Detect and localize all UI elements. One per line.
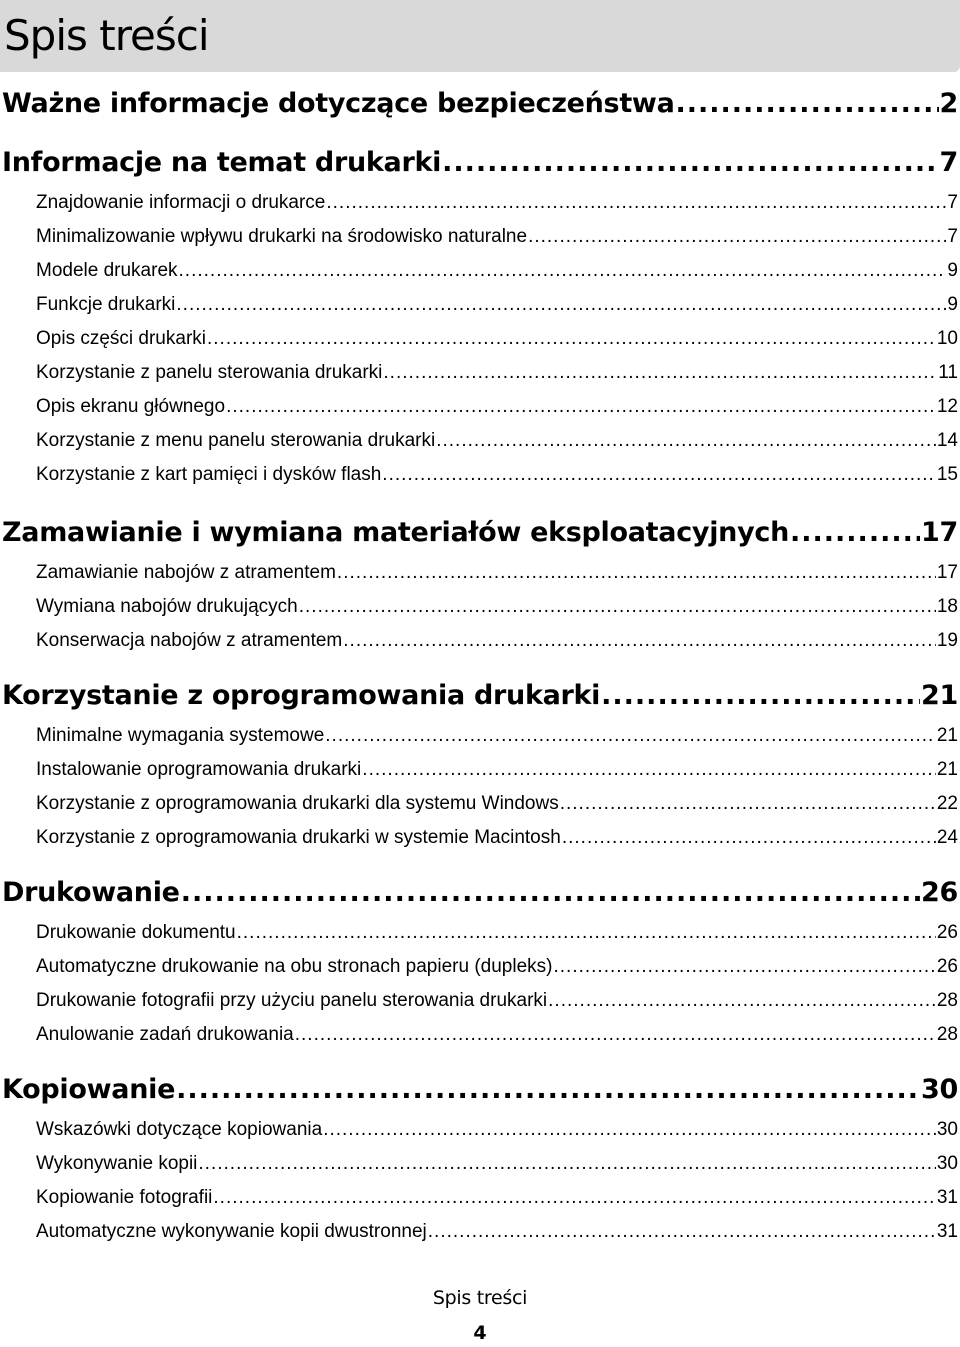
toc-entry-page: 12 bbox=[936, 396, 958, 417]
toc-entry-title: Anulowanie zadań drukowania bbox=[36, 1024, 294, 1045]
dot-leader bbox=[299, 593, 936, 621]
toc-entry-title: Znajdowanie informacji o drukarce bbox=[36, 192, 326, 213]
toc-entry-title: Wymiana nabojów drukujących bbox=[36, 596, 298, 617]
toc-entry-title: Ważne informacje dotyczące bezpieczeństwa bbox=[2, 88, 675, 119]
dot-leader bbox=[553, 953, 935, 981]
toc-entry-page: 28 bbox=[936, 1024, 958, 1045]
toc-entry-title: Automatyczne drukowanie na obu stronach papieru (dupleks) bbox=[36, 956, 553, 977]
toc-sub-entry[interactable] bbox=[36, 953, 958, 981]
toc-sub-entry[interactable] bbox=[36, 593, 958, 621]
dot-leader bbox=[428, 1218, 936, 1246]
toc-sub-entry[interactable] bbox=[36, 919, 958, 947]
toc-entry-title: Instalowanie oprogramowania drukarki bbox=[36, 759, 362, 780]
toc-entry-page: 31 bbox=[936, 1187, 958, 1208]
dot-leader bbox=[207, 325, 936, 353]
dot-leader bbox=[295, 1021, 936, 1049]
toc-sub-entry[interactable] bbox=[36, 461, 958, 489]
page-title: Spis treści bbox=[4, 11, 209, 60]
toc-entry-page: 26 bbox=[921, 877, 958, 908]
toc-entry-title: Modele drukarek bbox=[36, 260, 178, 281]
toc-entry-title: Minimalizowanie wpływu drukarki na środowisko naturalne bbox=[36, 226, 528, 247]
toc-entry-page: 24 bbox=[936, 827, 958, 848]
toc-entry-title: Automatyczne wykonywanie kopii dwustronnej bbox=[36, 1221, 427, 1242]
toc-entry-page: 26 bbox=[936, 956, 958, 977]
dot-leader bbox=[601, 678, 920, 714]
toc-entry-title: Korzystanie z kart pamięci i dysków flash bbox=[36, 464, 382, 485]
toc-sub-entry[interactable] bbox=[36, 359, 958, 387]
toc-entry-page: 11 bbox=[938, 362, 958, 383]
toc-entry-page: 21 bbox=[936, 725, 958, 746]
toc-entry-page: 7 bbox=[947, 192, 958, 213]
toc-sub-entry[interactable] bbox=[36, 824, 958, 852]
toc-entry-page: 9 bbox=[947, 294, 958, 315]
dot-leader bbox=[226, 393, 936, 421]
dot-leader bbox=[179, 257, 947, 285]
dot-leader bbox=[383, 359, 937, 387]
toc-sub-entry[interactable] bbox=[36, 1150, 958, 1178]
toc-entry-page: 2 bbox=[939, 88, 958, 119]
dot-leader bbox=[323, 1116, 936, 1144]
toc-sub-entry[interactable] bbox=[36, 1021, 958, 1049]
toc-heading-entry[interactable] bbox=[2, 678, 958, 714]
toc-heading-entry[interactable] bbox=[2, 86, 958, 122]
toc-sub-entry[interactable] bbox=[36, 325, 958, 353]
toc-sub-entry[interactable] bbox=[36, 427, 958, 455]
dot-leader bbox=[442, 145, 938, 181]
toc-sub-entry[interactable] bbox=[36, 189, 958, 217]
toc-entry-page: 15 bbox=[936, 464, 958, 485]
toc-entry-title: Zamawianie nabojów z atramentem bbox=[36, 562, 336, 583]
dot-leader bbox=[326, 189, 946, 217]
toc-sub-entry[interactable] bbox=[36, 559, 958, 587]
toc-sub-entry[interactable] bbox=[36, 756, 958, 784]
toc-sub-entry[interactable] bbox=[36, 291, 958, 319]
toc-entry-page: 31 bbox=[936, 1221, 958, 1242]
toc-entry-title: Korzystanie z oprogramowania drukarki w systemie Macintosh bbox=[36, 827, 561, 848]
toc-sub-entry[interactable] bbox=[36, 987, 958, 1015]
dot-leader bbox=[362, 756, 936, 784]
toc-entry-page: 21 bbox=[921, 680, 958, 711]
toc-entry-page: 17 bbox=[936, 562, 958, 583]
toc-heading-entry[interactable] bbox=[2, 1072, 958, 1108]
dot-leader bbox=[176, 1072, 920, 1108]
toc-sub-entry[interactable] bbox=[36, 223, 958, 251]
toc-entry-page: 22 bbox=[936, 793, 958, 814]
toc-entry-title: Kopiowanie bbox=[2, 1074, 176, 1105]
toc-entry-title: Kopiowanie fotografii bbox=[36, 1187, 213, 1208]
footer-page-number: 4 bbox=[473, 1322, 487, 1344]
toc-sub-entry[interactable] bbox=[36, 627, 958, 655]
dot-leader bbox=[213, 1184, 935, 1212]
toc-heading-entry[interactable] bbox=[2, 145, 958, 181]
dot-leader bbox=[382, 461, 936, 489]
toc-entry-title: Funkcje drukarki bbox=[36, 294, 176, 315]
dot-leader bbox=[436, 427, 936, 455]
toc-sub-entry[interactable] bbox=[36, 1184, 958, 1212]
toc-entry-title: Minimalne wymagania systemowe bbox=[36, 725, 325, 746]
toc-heading-entry[interactable] bbox=[2, 875, 958, 911]
dot-leader bbox=[675, 86, 938, 122]
dot-leader bbox=[237, 919, 936, 947]
toc-entry-title: Drukowanie fotografii przy użyciu panelu sterowania drukarki bbox=[36, 990, 548, 1011]
dot-leader bbox=[528, 223, 946, 251]
toc-entry-page: 26 bbox=[936, 922, 958, 943]
toc-entry-page: 19 bbox=[936, 630, 958, 651]
toc-entry-page: 7 bbox=[947, 226, 958, 247]
toc-entry-title: Informacje na temat drukarki bbox=[2, 147, 442, 178]
toc-entry-title: Zamawianie i wymiana materiałów eksploatacyjnych bbox=[2, 517, 790, 548]
toc-entry-page: 7 bbox=[939, 147, 958, 178]
toc-entry-page: 30 bbox=[936, 1153, 958, 1174]
toc-entry-page: 28 bbox=[936, 990, 958, 1011]
dot-leader bbox=[337, 559, 936, 587]
toc-entry-page: 17 bbox=[921, 517, 958, 548]
dot-leader bbox=[560, 790, 936, 818]
toc-entry-title: Drukowanie dokumentu bbox=[36, 922, 236, 943]
toc-entry-page: 14 bbox=[936, 430, 958, 451]
toc-entry-page: 30 bbox=[921, 1074, 958, 1105]
toc-sub-entry[interactable] bbox=[36, 1218, 958, 1246]
dot-leader bbox=[198, 1150, 935, 1178]
dot-leader bbox=[181, 875, 920, 911]
toc-sub-entry[interactable] bbox=[36, 790, 958, 818]
toc-entry-title: Drukowanie bbox=[2, 877, 180, 908]
toc-sub-entry[interactable] bbox=[36, 393, 958, 421]
toc-entry-title: Opis ekranu głównego bbox=[36, 396, 226, 417]
dot-leader bbox=[548, 987, 936, 1015]
toc-entry-title: Korzystanie z panelu sterowania drukarki bbox=[36, 362, 383, 383]
toc-sub-entry[interactable] bbox=[36, 257, 958, 285]
toc-entry-title: Opis części drukarki bbox=[36, 328, 206, 349]
toc-entry-page: 10 bbox=[936, 328, 958, 349]
toc-entry-page: 30 bbox=[936, 1119, 958, 1140]
dot-leader bbox=[562, 824, 936, 852]
dot-leader bbox=[343, 627, 936, 655]
toc-entry-title: Korzystanie z menu panelu sterowania drukarki bbox=[36, 430, 436, 451]
title-bar bbox=[0, 0, 960, 72]
toc-entry-title: Korzystanie z oprogramowania drukarki bbox=[2, 680, 601, 711]
toc-heading-entry[interactable] bbox=[2, 515, 958, 551]
toc-entry-page: 9 bbox=[947, 260, 958, 281]
toc-sub-entry[interactable] bbox=[36, 722, 958, 750]
toc-entry-page: 21 bbox=[936, 759, 958, 780]
footer-section-label: Spis treści bbox=[432, 1287, 528, 1309]
toc-entry-title: Wskazówki dotyczące kopiowania bbox=[36, 1119, 323, 1140]
toc-entry-title: Konserwacja nabojów z atramentem bbox=[36, 630, 343, 651]
toc-entry-title: Wykonywanie kopii bbox=[36, 1153, 198, 1174]
toc-entry-title: Korzystanie z oprogramowania drukarki dla systemu Windows bbox=[36, 793, 559, 814]
toc-entry-page: 18 bbox=[936, 596, 958, 617]
dot-leader bbox=[176, 291, 946, 319]
toc-sub-entry[interactable] bbox=[36, 1116, 958, 1144]
dot-leader bbox=[325, 722, 936, 750]
dot-leader bbox=[790, 515, 920, 551]
